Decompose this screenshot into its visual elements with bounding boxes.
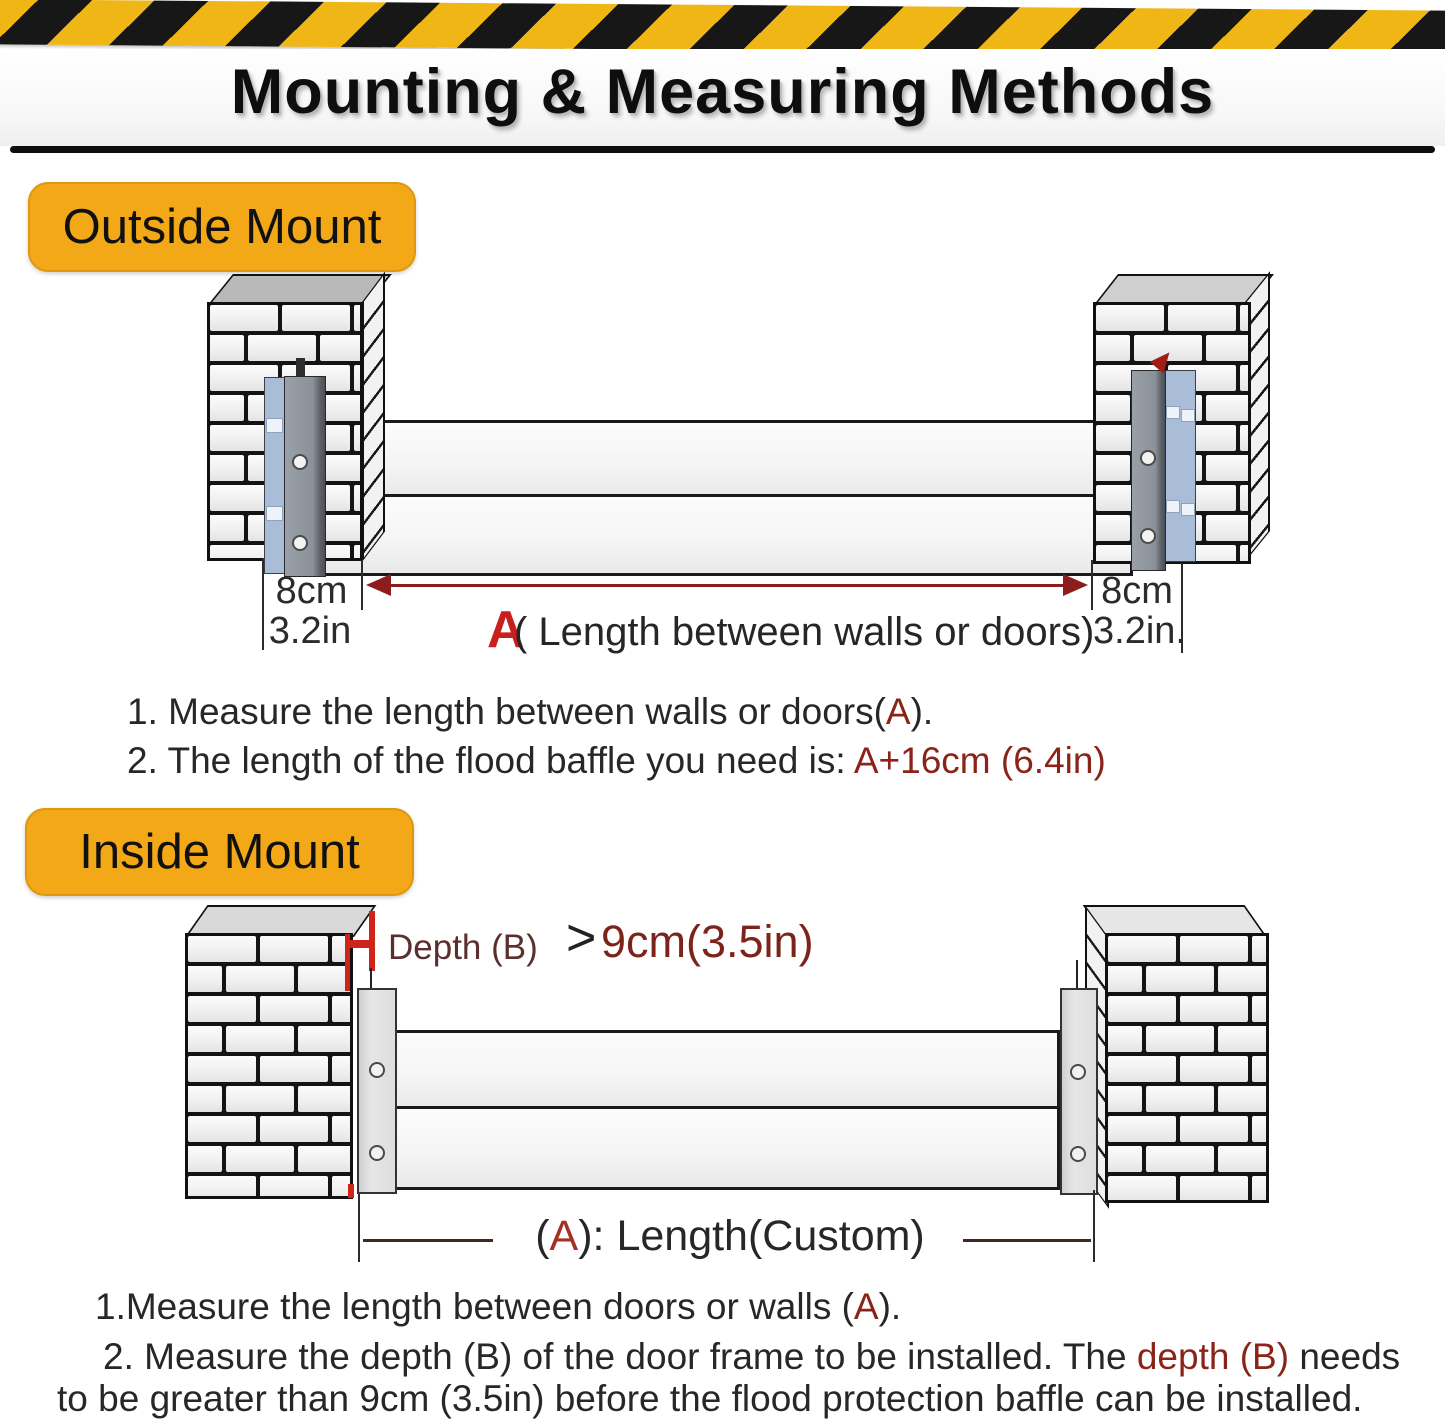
header-divider-rule (10, 146, 1435, 153)
outside-step-2-red: A+16cm (6.4in) (853, 740, 1106, 781)
right-channel-bolt-2 (1181, 409, 1195, 422)
dim-left-tick (361, 560, 363, 610)
left-pillar-side-face (362, 271, 385, 562)
inside-right-channel (1060, 988, 1098, 1195)
left-bar-screw-top (292, 454, 308, 470)
right-channel-bolt-4 (1181, 503, 1195, 516)
inside-dim-seg-left (363, 1239, 493, 1242)
inside-dim-left-tick (358, 1194, 360, 1262)
inside-right-brick-pillar (1105, 933, 1269, 1203)
outside-mount-label: Outside Mount (62, 200, 382, 254)
inside-left-brick-pillar (185, 933, 353, 1199)
inside-left-channel (357, 988, 397, 1194)
right-gap-in: 3.2in. (1093, 610, 1186, 652)
arrow-right-icon (1063, 574, 1088, 596)
inside-dim-seg-right (963, 1239, 1091, 1242)
inside-length-label: (A): Length(Custom) (535, 1212, 925, 1260)
depth-gt-sign: > (566, 909, 597, 967)
right-bar-screw-top (1140, 450, 1156, 466)
inside-length-letter: A (549, 1212, 579, 1260)
right-channel-bolt-3 (1166, 500, 1180, 513)
depth-bracket-crossbar (345, 940, 375, 948)
inside-right-screw-bottom (1070, 1146, 1086, 1162)
left-gap-in: 3.2in (268, 610, 352, 652)
left-channel-bolt-bottom (266, 506, 283, 521)
depth-value: 9cm(3.5in) (601, 916, 814, 967)
dim-span-arrow (370, 584, 1084, 587)
left-channel-bolt-top (266, 418, 283, 433)
right-channel-bolt-1 (1166, 406, 1180, 419)
inside-step-3: to be greater than 9cm (3.5in) before the flood protection baffle can be installed. (57, 1378, 1363, 1419)
right-wall-channel-blue (1163, 370, 1196, 562)
outside-step-2: 2. The length of the flood baffle you need is: A+16cm (6.4in) (127, 740, 1106, 781)
inside-right-screw-top (1070, 1064, 1086, 1080)
inside-left-screw-bottom (369, 1145, 385, 1161)
inside-barrier-panel-top (393, 1030, 1060, 1112)
left-bar-screw-bottom (292, 535, 308, 551)
span-letter-a: A (487, 601, 525, 659)
depth-label: Depth (B) (388, 928, 538, 967)
arrow-left-icon (366, 574, 391, 596)
inside-mount-badge (25, 808, 414, 896)
depth-bracket-drop-line (370, 968, 372, 990)
inside-step-1-red: A (853, 1286, 879, 1327)
inside-step-2: 2. Measure the depth (B) of the door frame to be installed. The depth (B) needs (103, 1336, 1401, 1377)
inside-dim-right-tick (1093, 1190, 1095, 1262)
right-bar-screw-bottom (1140, 528, 1156, 544)
right-gap-cm: 8cm (1101, 570, 1173, 612)
flood-barrier-panel-top (322, 420, 1133, 500)
flood-barrier-panel-bottom (322, 494, 1133, 576)
inside-mount-label: Inside Mount (79, 825, 360, 879)
left-gap-cm: 8cm (275, 570, 348, 612)
inside-barrier-panel-bottom (393, 1106, 1060, 1190)
inside-right-pin-line (1076, 960, 1078, 988)
outside-step-1: 1. Measure the length between walls or doors(A). (127, 691, 934, 732)
inside-left-screw-top (369, 1062, 385, 1078)
caution-tape-stripe (0, 0, 1445, 56)
floor-red-mark (348, 1184, 354, 1198)
outside-step-1-red: A (885, 691, 911, 732)
outside-mount-badge (28, 182, 416, 272)
inside-step-2-red: depth (B) (1136, 1336, 1290, 1377)
page-title: Mounting & Measuring Methods (230, 57, 1215, 127)
span-description: ( Length between walls or doors) (514, 610, 1095, 654)
inside-step-1: 1.Measure the length between doors or walls (A). (95, 1286, 902, 1327)
